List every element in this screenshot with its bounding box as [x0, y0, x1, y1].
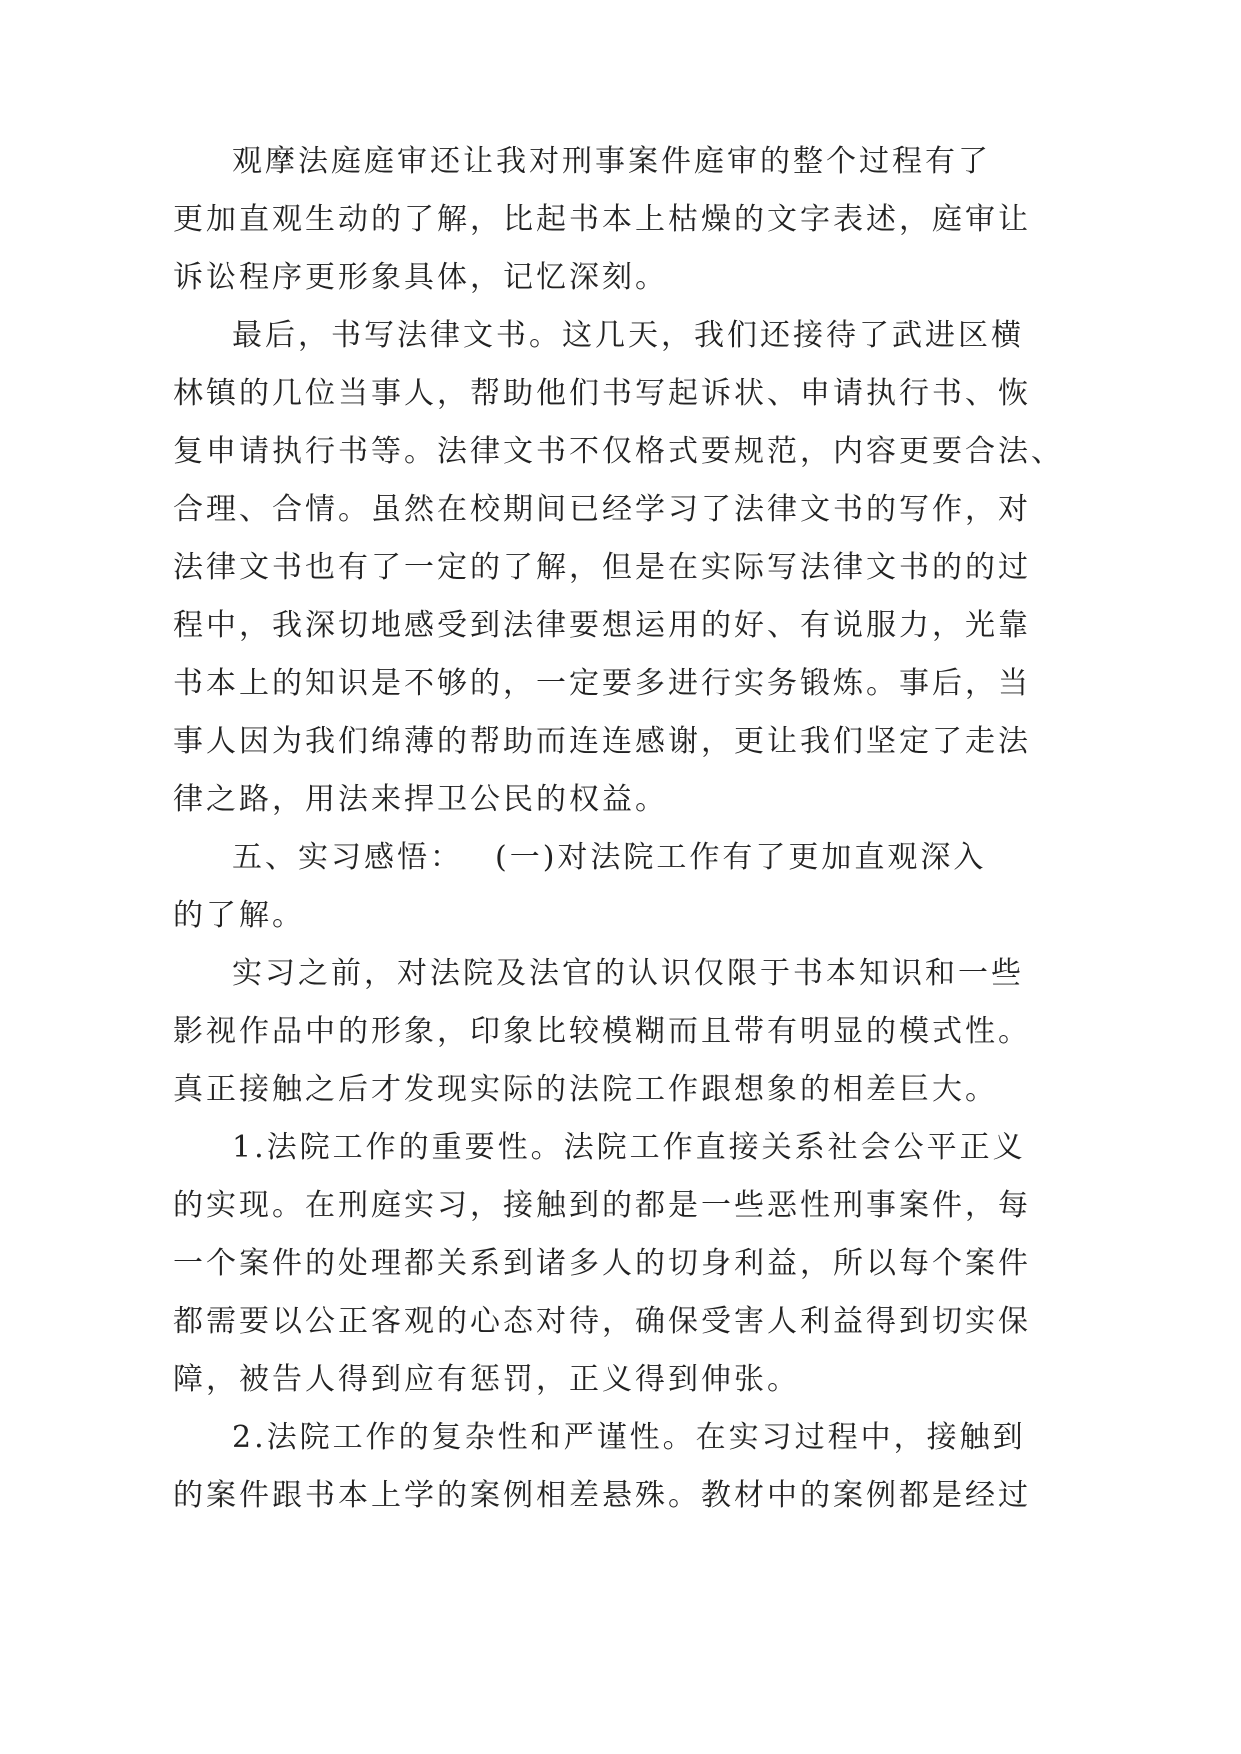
text-line: 影视作品中的形象，印象比较模糊而且带有明显的模式性。 [173, 1014, 1031, 1049]
text-line: 实习之前，对法院及法官的认识仅限于书本知识和一些 [232, 956, 1024, 991]
section-heading: 五、实习感悟： [232, 840, 463, 875]
text-line: 观摩法庭庭审还让我对刑事案件庭审的整个过程有了 [232, 144, 991, 179]
text-line: 复申请执行书等。法律文书不仅格式要规范，内容更要合法、 [173, 434, 1064, 469]
text-line: 1.法院工作的重要性。法院工作直接关系社会公平正义 [232, 1130, 1026, 1165]
text-line: 书本上的知识是不够的，一定要多进行实务锻炼。事后，当 [173, 666, 1031, 701]
text-line: 律之路，用法来捍卫公民的权益。 [173, 782, 668, 817]
text-line: 一个案件的处理都关系到诸多人的切身利益，所以每个案件 [173, 1246, 1031, 1281]
subsection-heading: (一)对法院工作有了更加直观深入 [495, 840, 987, 875]
text-line: 林镇的几位当事人，帮助他们书写起诉状、申请执行书、恢 [173, 376, 1031, 411]
text-line: 诉讼程序更形象具体，记忆深刻。 [173, 260, 668, 295]
text-line: 程中，我深切地感受到法律要想运用的好、有说服力，光靠 [173, 608, 1031, 643]
text-line: 真正接触之后才发现实际的法院工作跟想象的相差巨大。 [173, 1072, 998, 1107]
text-line: 的实现。在刑庭实习，接触到的都是一些恶性刑事案件，每 [173, 1188, 1031, 1223]
text-line: 的案件跟书本上学的案例相差悬殊。教材中的案例都是经过 [173, 1478, 1031, 1513]
text-line: 都需要以公正客观的心态对待，确保受害人利益得到切实保 [173, 1304, 1031, 1339]
text-line: 的了解。 [173, 898, 305, 933]
text-line: 事人因为我们绵薄的帮助而连连感谢，更让我们坚定了走法 [173, 724, 1031, 759]
text-line: 更加直观生动的了解，比起书本上枯燥的文字表述，庭审让 [173, 202, 1031, 237]
text-line: 法律文书也有了一定的了解，但是在实际写法律文书的的过 [173, 550, 1031, 585]
text-line: 最后，书写法律文书。这几天，我们还接待了武进区横 [232, 318, 1024, 353]
text-line: 合理、合情。虽然在校期间已经学习了法律文书的写作，对 [173, 492, 1031, 527]
text-line: 障，被告人得到应有惩罚，正义得到伸张。 [173, 1362, 800, 1397]
text-line: 2.法院工作的复杂性和严谨性。在实习过程中，接触到 [232, 1420, 1026, 1455]
